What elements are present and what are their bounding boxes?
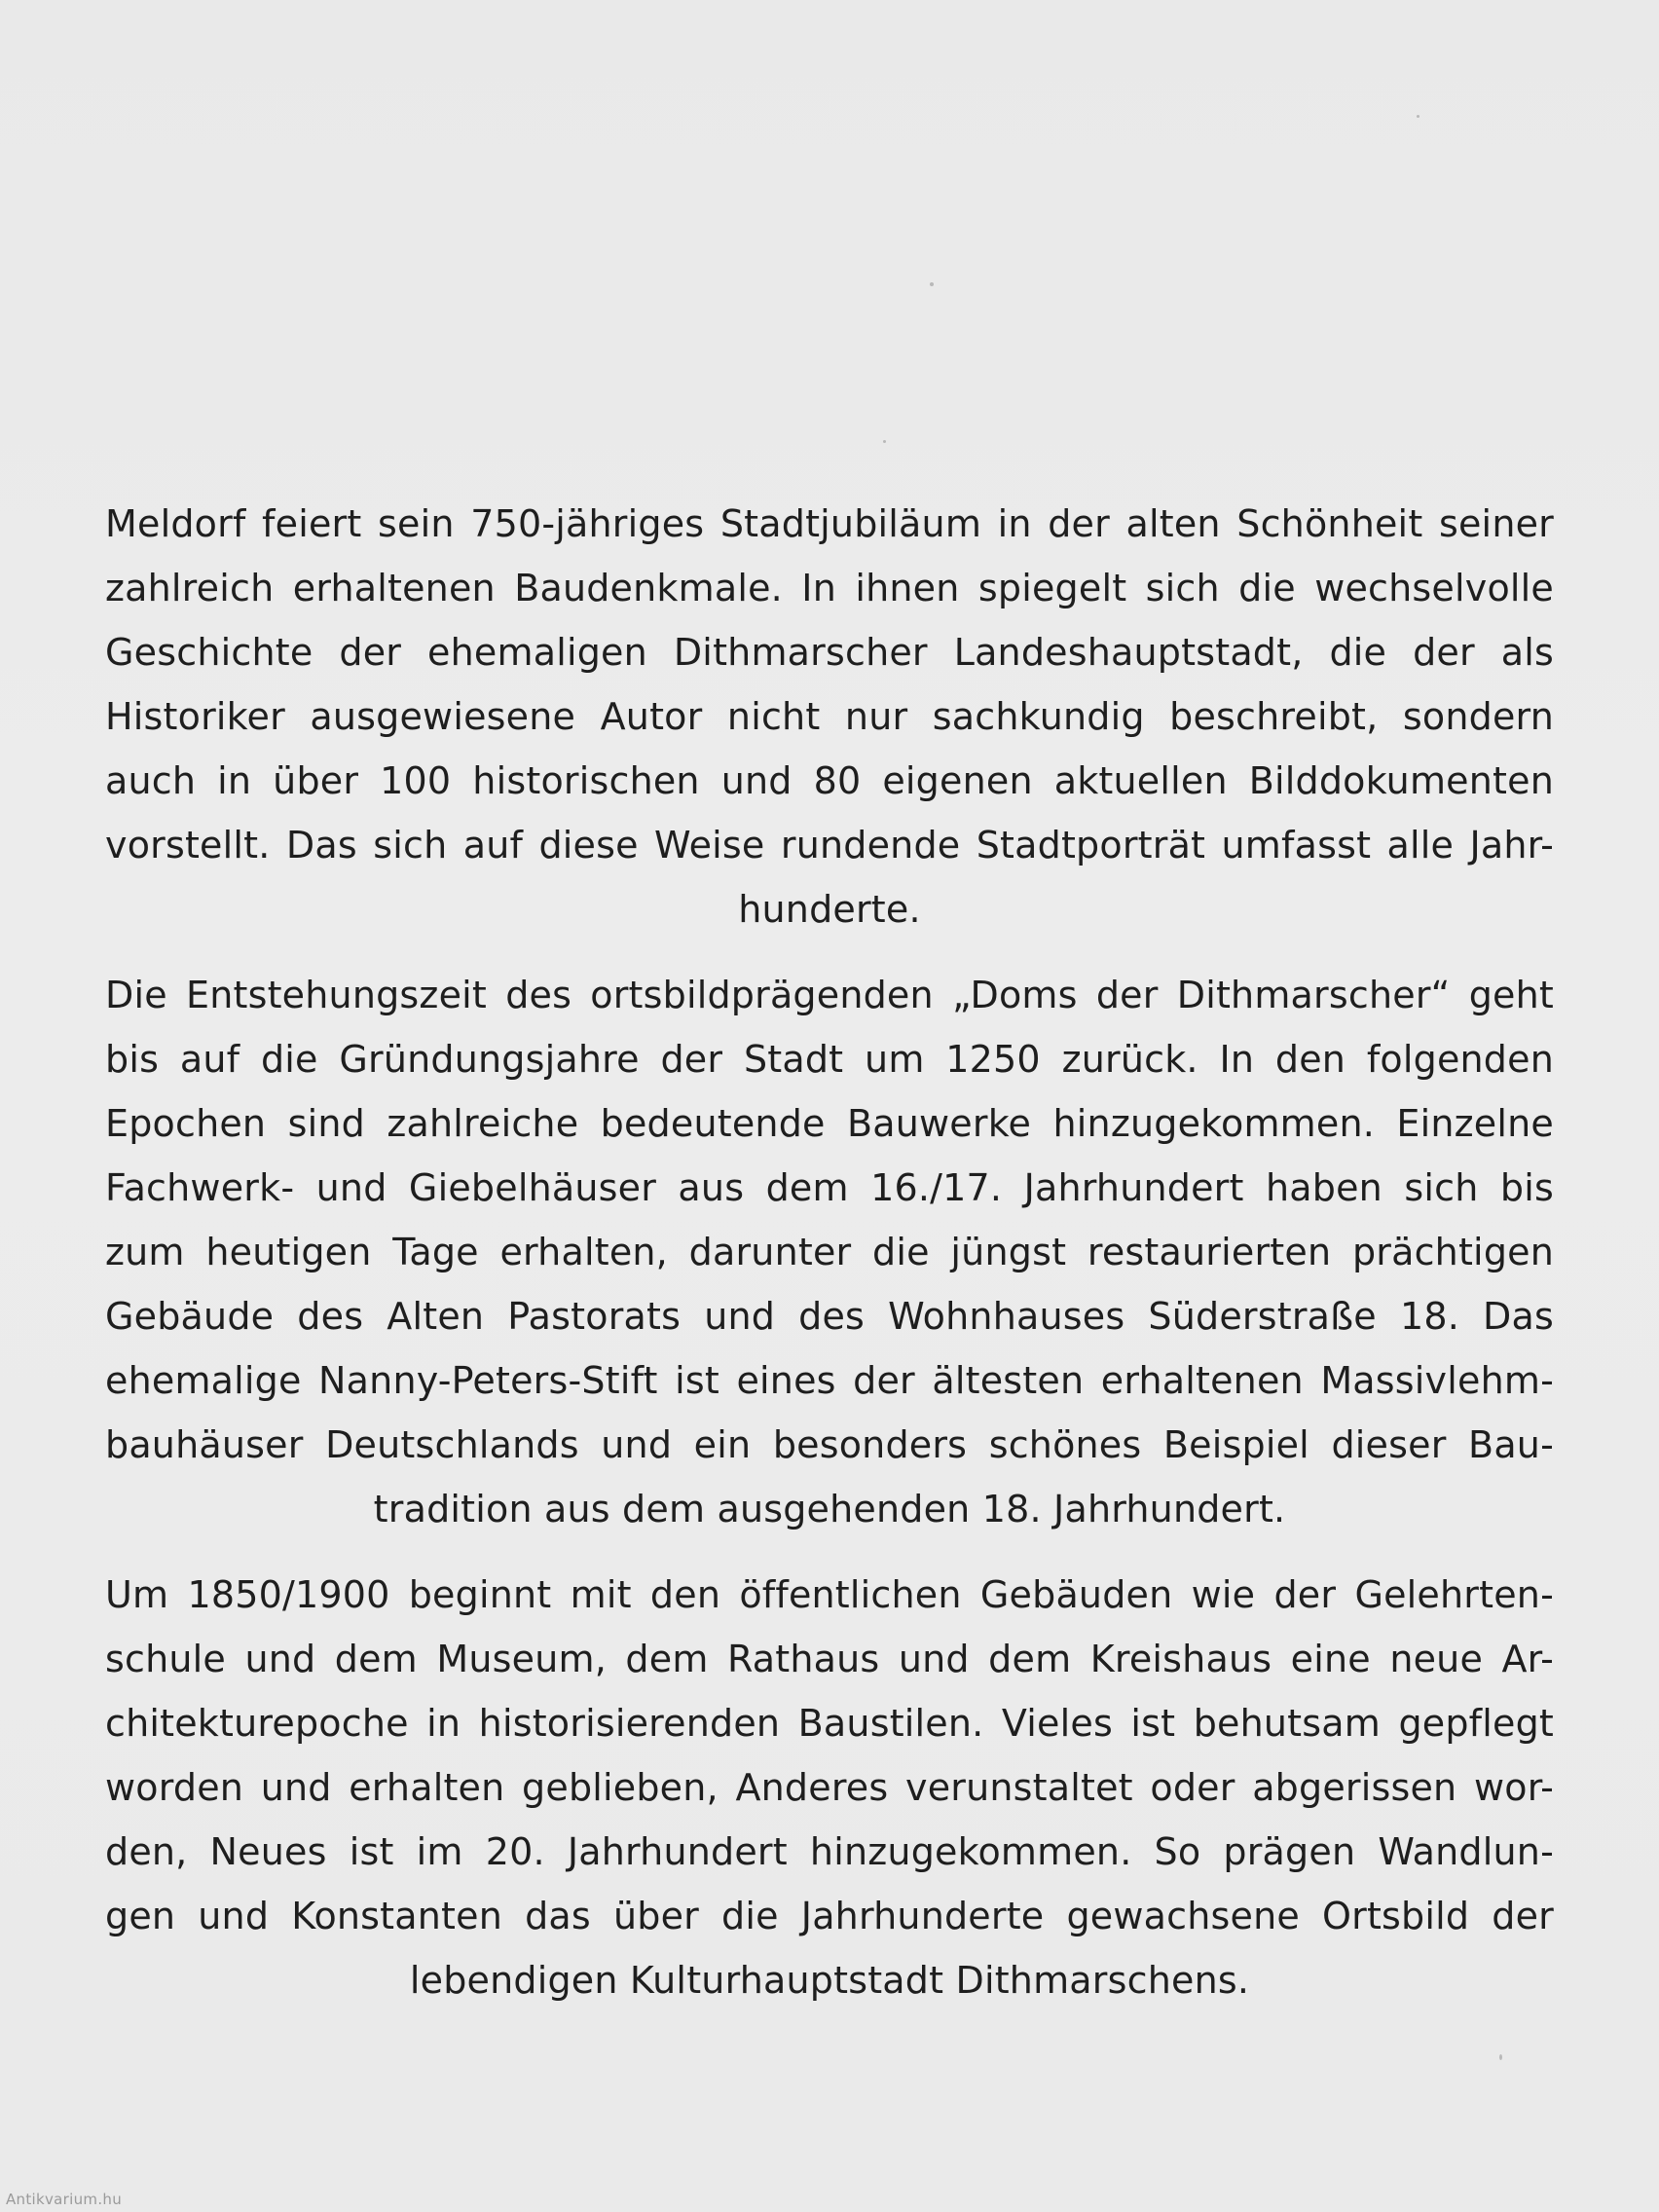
text-line: hunderte. (738, 888, 921, 931)
text-line: zahlreich erhaltenen Baudenkmale. In ihnen spiegelt sich die wechselvolle (105, 567, 1554, 609)
text-line: vorstellt. Das sich auf diese Weise rundende Stadtporträt umfasst alle Jahr- (105, 824, 1554, 866)
paper-speck (930, 282, 934, 286)
text-line: Um 1850/1900 beginnt mit den öffentlichen Gebäuden wie der Gelehrten- (105, 1573, 1554, 1616)
text-line: Fachwerk- und Giebelhäuser aus dem 16./17. Jahrhundert haben sich bis (105, 1166, 1554, 1209)
paper-speck (1499, 2054, 1502, 2060)
paragraph-2 (105, 963, 1554, 1541)
paper-speck (883, 440, 886, 443)
text-line: chitekturepoche in historisierenden Baustilen. Vieles ist behutsam gepflegt (105, 1702, 1554, 1745)
text-line: worden und erhalten geblieben, Anderes verunstaltet oder abgerissen wor- (105, 1766, 1554, 1809)
text-line: Die Entstehungszeit des ortsbildprägenden „Doms der Dithmarscher“ geht (105, 974, 1554, 1016)
text-line: Epochen sind zahlreiche bedeutende Bauwerke hinzugekommen. Einzelne (105, 1102, 1554, 1145)
watermark: Antikvarium.hu (6, 2191, 123, 2208)
text-line: den, Neues ist im 20. Jahrhundert hinzugekommen. So prägen Wandlun- (105, 1830, 1554, 1873)
blurb-text (105, 492, 1554, 2034)
text-line: Historiker ausgewiesene Autor nicht nur sachkundig beschreibt, sondern (105, 695, 1554, 738)
text-line: Gebäude des Alten Pastorats und des Wohnhauses Süderstraße 18. Das (105, 1295, 1554, 1338)
text-line: Geschichte der ehemaligen Dithmarscher Landeshauptstadt, die der als (105, 631, 1554, 674)
text-line: bis auf die Gründungsjahre der Stadt um 1250 zurück. In den folgenden (105, 1038, 1554, 1081)
text-line: Meldorf feiert sein 750-jähriges Stadtjubiläum in der alten Schönheit seiner (105, 502, 1554, 545)
text-line: ehemalige Nanny-Peters-Stift ist eines der ältesten erhaltenen Massivlehm- (105, 1359, 1554, 1402)
text-line: gen und Konstanten das über die Jahrhunderte gewachsene Ortsbild der (105, 1895, 1554, 1937)
text-line: auch in über 100 historischen und 80 eigenen aktuellen Bilddokumenten (105, 759, 1554, 802)
text-line: schule und dem Museum, dem Rathaus und dem Kreishaus eine neue Ar- (105, 1638, 1554, 1680)
text-line: zum heutigen Tage erhalten, darunter die jüngst restaurierten prächtigen (105, 1231, 1554, 1273)
paragraph-1 (105, 492, 1554, 941)
paragraph-3 (105, 1563, 1554, 2012)
text-line: tradition aus dem ausgehenden 18. Jahrhundert. (373, 1488, 1286, 1530)
text-line: lebendigen Kulturhauptstadt Dithmarschens. (409, 1959, 1250, 2002)
paper-speck (1417, 115, 1419, 118)
text-line: bauhäuser Deutschlands und ein besonders schönes Beispiel dieser Bau- (105, 1423, 1554, 1466)
